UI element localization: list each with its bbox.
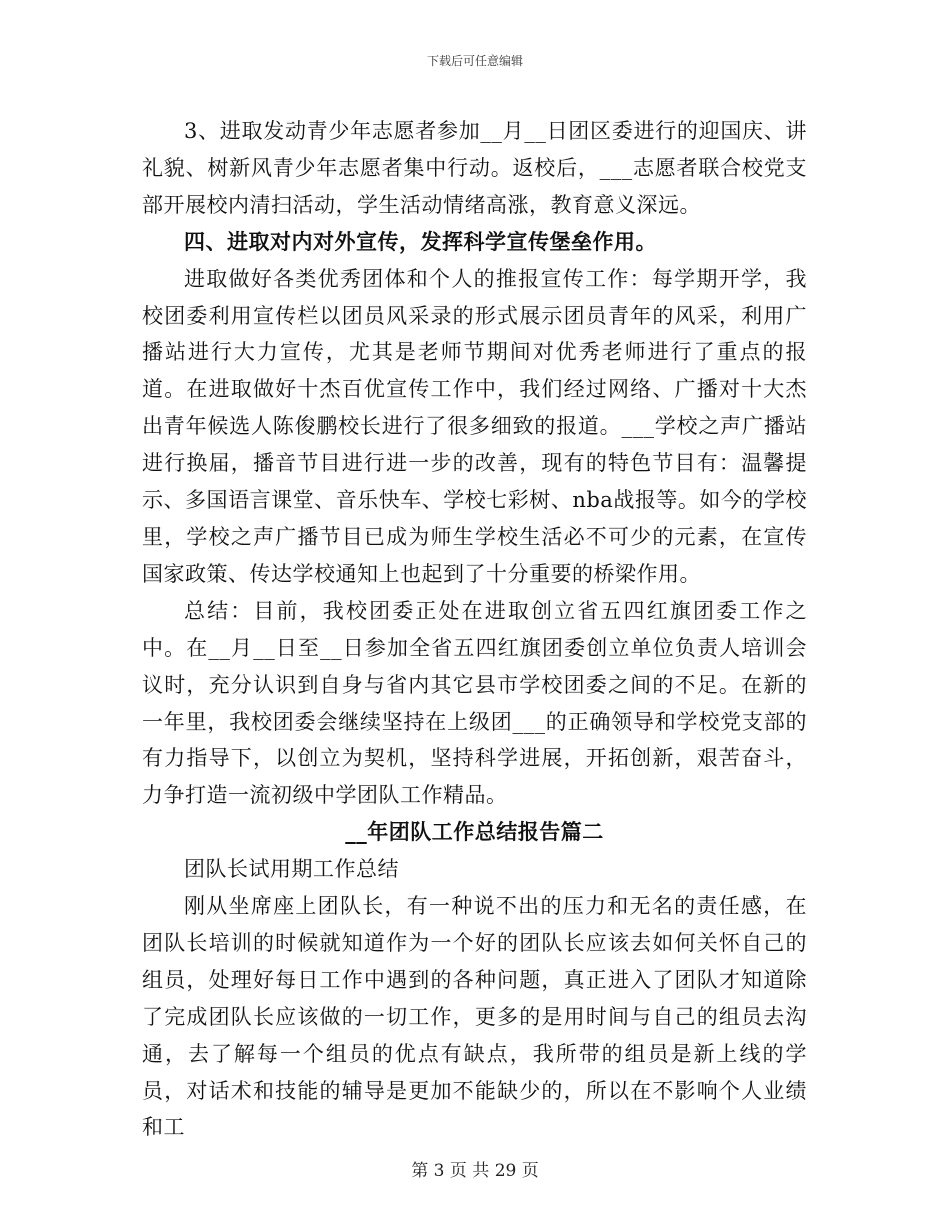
section-heading-publicity: 四、进取对内对外宣传，发挥科学宣传堡垒作用。	[184, 228, 657, 254]
paragraph-summary: 总结：目前，我校团委正处在进取创立省五四红旗团委工作之中。在__月__日至__日参加全省五四红旗团委创立单位负责人培训会议时，充分认识到自身与省内其它县市学校团委之间的不足。在新的一年里，我校团委会继续坚持在上级团___的正确领导和学校党支部的有力指导下，以创立为契机，坚持科学进展，开拓创新，艰苦奋斗，力争打造一流初级中学团队工作精品。	[142, 598, 807, 808]
page-header-note: 下载后可任意编辑	[426, 54, 523, 68]
document-body	[142, 113, 807, 1146]
article-title-part-two: __年团队工作总结报告篇二	[345, 819, 604, 845]
subtitle-probation-summary: 团队长试用期工作总结	[184, 857, 399, 882]
paragraph-publicity: 进取做好各类优秀团体和个人的推报宣传工作：每学期开学，我校团委利用宣传栏以团员风采录的形式展示团员青年的风采，利用广播站进行大力宣传，尤其是老师节期间对优秀老师进行了重点的报道。在进取做好十杰百优宣传工作中，我们经过网络、广播对十大杰出青年候选人陈俊鹏校长进行了很多细致的报道。___学校之声广播站进行换届，播音节目进行进一步的改善，现有的特色节目有：温馨提示、多国语言课堂、音乐快车、学校七彩树、nba战报等。如今的学校里，学校之声广播节目已成为师生学校生活必不可少的元素，在宣传国家政策、传达学校通知上也起到了十分重要的桥梁作用。	[142, 266, 807, 586]
page-number-footer: 第 3 页 共 29 页	[411, 1161, 539, 1181]
paragraph-activity-3: 3、进取发动青少年志愿者参加__月__日团区委进行的迎国庆、讲礼貌、树新风青少年志愿者集中行动。返校后，___志愿者联合校党支部开展校内清扫活动，学生活动情绪高涨，教育意义深远。	[142, 119, 807, 217]
paragraph-team-leader: 刚从坐席座上团队长，有一种说不出的压力和无名的责任感，在团队长培训的时候就知道作为一个好的团队长应该去如何关怀自己的组员，处理好每日工作中遇到的各种问题，真正进入了团队才知道除了完成团队长应该做的一切工作，更多的是用时间与自己的组员去沟通，去了解每一个组员的优点有缺点，我所带的组员是新上线的学员，对话术和技能的辅导是更加不能缺少的，所以在不影响个人业绩和工	[142, 894, 807, 1140]
